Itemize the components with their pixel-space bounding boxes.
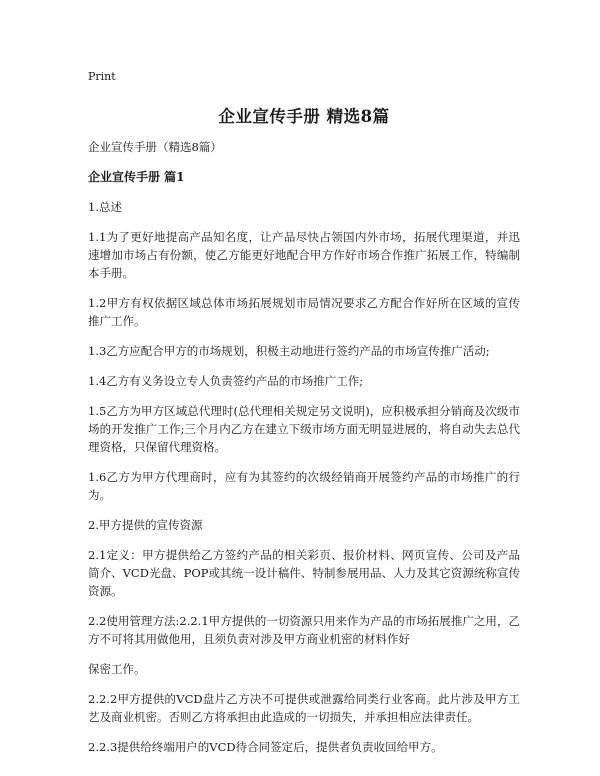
section-heading: 企业宣传手册 篇1 bbox=[88, 170, 185, 184]
document-title: 企业宣传手册 精选8篇 bbox=[218, 107, 390, 126]
paragraph-overview-heading: 1.总述 bbox=[88, 200, 122, 214]
paragraph-2-2-2: 2.2.2甲方提供的VCD盘片乙方决不可提供或泄露给同类行业客商。此片涉及甲方工艺及商业机密。否则乙方将承担由此造成的一切损失，并承担相应法律责任。 bbox=[88, 692, 520, 724]
paragraph-resources-heading: 2.甲方提供的宣传资源 bbox=[88, 518, 203, 532]
document-subtitle: 企业宣传手册（精选8篇） bbox=[88, 140, 222, 154]
paragraph-1-5: 1.5乙方为甲方区域总代理时(总代理相关规定另文说明)，应积极承担分销商及次级市场的开发推广工作;三个月内乙方在建立下级市场方面无明显进展的，将自动失去总代理资格，只保留代理资格。 bbox=[88, 404, 520, 454]
paragraph-1-6: 1.6乙方为甲方代理商时，应有为其签约的次级经销商开展签约产品的市场推广的行为。 bbox=[88, 470, 520, 502]
paragraph-2-2-continued: 保密工作。 bbox=[88, 662, 146, 676]
paragraph-1-4: 1.4乙方有义务设立专人负责签约产品的市场推广工作; bbox=[88, 374, 364, 388]
paragraph-1-3: 1.3乙方应配合甲方的市场规划，积极主动地进行签约产品的市场宣传推广活动; bbox=[88, 344, 490, 358]
print-label: Print bbox=[88, 70, 116, 83]
paragraph-2-2: 2.2使用管理方法:2.2.1甲方提供的一切资源只用来作为产品的市场拓展推广之用，乙方不可将其用做他用，且须负责对涉及甲方商业机密的材料作好 bbox=[88, 614, 520, 646]
paragraph-1-1: 1.1为了更好地提高产品知名度，让产品尽快占领国内外市场，拓展代理渠道，并迅速增加市场占有份额，使乙方能更好地配合甲方作好市场合作推广拓展工作，特编制本手册。 bbox=[88, 230, 520, 280]
document-page bbox=[88, 70, 520, 768]
paragraph-1-2: 1.2甲方有权依据区域总体市场拓展规划市局情况要求乙方配合作好所在区域的宣传推广工作。 bbox=[88, 296, 520, 328]
paragraph-2-2-3: 2.2.3提供给终端用户的VCD待合同签定后，提供者负责收回给甲方。 bbox=[88, 740, 443, 754]
paragraph-2-1: 2.1定义：甲方提供给乙方签约产品的相关彩页、报价材料、网页宣传、公司及产品简介、VCD光盘、POP或其统一设计稿件、特制参展用品、人力及其它资源统称宣传资源。 bbox=[88, 548, 520, 598]
